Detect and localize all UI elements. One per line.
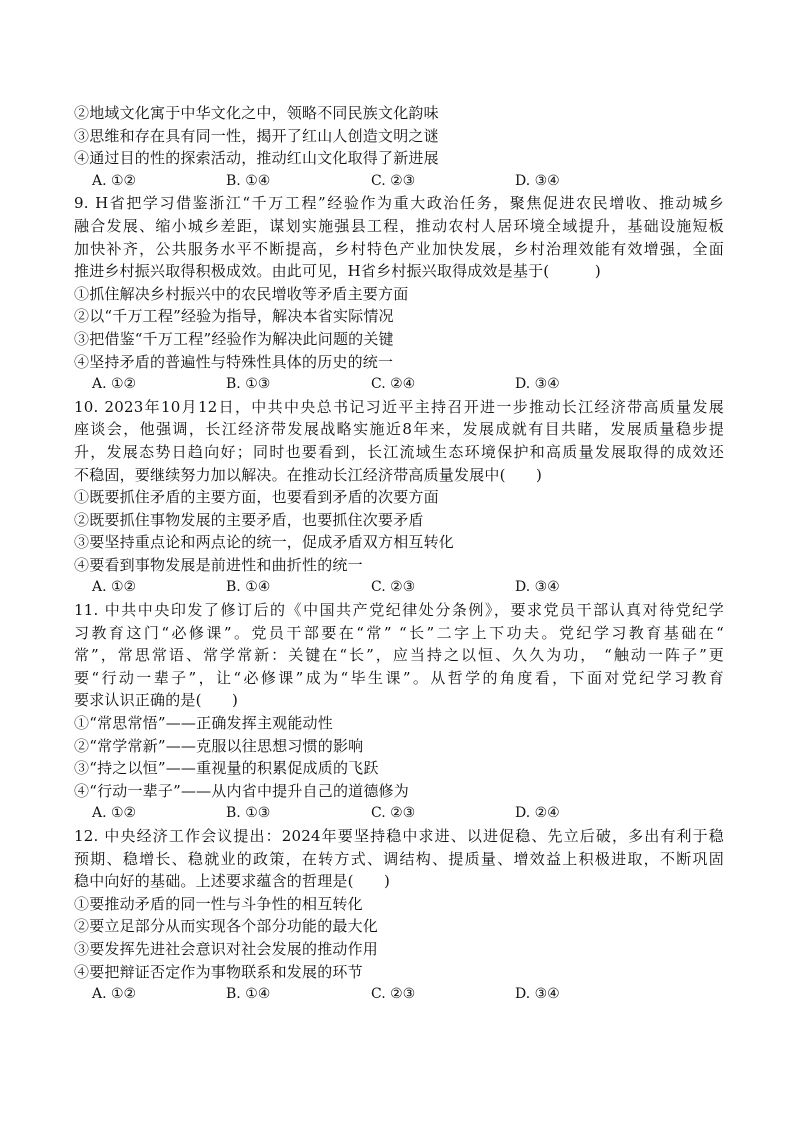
q12-item-4: ④要把辩证否定作为事物联系和发展的环节 bbox=[74, 962, 363, 981]
q10-options bbox=[74, 576, 724, 599]
q10-option-a: A. ①② bbox=[92, 579, 137, 596]
q8-item-4: ④通过目的性的探索活动，推动红山文化取得了新进展 bbox=[74, 149, 439, 168]
q11-option-b: B. ①③ bbox=[226, 805, 271, 822]
q8-option-a: A. ①② bbox=[92, 172, 137, 189]
q12-stem-line: 12. 中央经济工作会议提出：2024年要坚持稳中求进、以进促稳、先立后破，多出有利于稳 bbox=[74, 827, 724, 845]
q9-option-d: D. ③④ bbox=[515, 376, 560, 393]
q10-stem-line: 不稳固，要继续努力加以解决。在推动长江经济带高质量发展中( ) bbox=[74, 465, 543, 484]
q12-stem-line: 预期、稳增长、稳就业的政策，在转方式、调结构、提质量、增效益上积极进取，不断巩固 bbox=[74, 849, 724, 868]
question-10 bbox=[74, 396, 724, 599]
q9-options bbox=[74, 373, 724, 396]
q11-option-a: A. ①② bbox=[92, 805, 137, 822]
q12-option-d: D. ③④ bbox=[515, 986, 560, 1003]
q10-item-4: ④要看到事物发展是前进性和曲折性的统一 bbox=[74, 555, 363, 574]
q10-stem-line: 10. 2023年10月12日，中共中央总书记习近平主持召开进一步推动长江经济带高质量发展 bbox=[74, 397, 724, 416]
q9-option-a: A. ①② bbox=[92, 376, 137, 393]
q11-option-d: D. ②④ bbox=[515, 805, 560, 822]
q9-item-2: ②以“千万工程”经验为指导，解决本省实际情况 bbox=[74, 307, 394, 326]
q9-item-3: ③把借鉴“千万工程”经验作为解决此问题的关键 bbox=[74, 329, 394, 348]
q11-stem-line: 常”，常思常语、常学常新：关键在“长”，应当持之以恒、久久为功， “触动一阵子”更 bbox=[74, 646, 724, 665]
q8-option-c: C. ②③ bbox=[371, 172, 416, 189]
q10-stem-line: 升，发展态势日趋向好；同时也要看到，长江流域生态环境保护和高质量发展取得的成效还 bbox=[74, 442, 724, 461]
q9-stem-line: 推进乡村振兴取得积极成效。由此可见，H省乡村振兴取得成效是基于( ) bbox=[74, 262, 601, 281]
q9-item-1: ①抓住解决乡村振兴中的农民增收等矛盾主要方面 bbox=[74, 284, 409, 303]
question-8-tail bbox=[74, 102, 724, 192]
q8-item-2: ②地域文化寓于中华文化之中，领略不同民族文化韵味 bbox=[74, 104, 439, 122]
q11-item-2: ②“常学常新”——克服以往思想习惯的影响 bbox=[74, 736, 364, 755]
question-11 bbox=[74, 599, 724, 825]
q9-stem-line: 融合发展、缩小城乡差距，谋划实施强县工程，推动农村人居环境全域提升，基础设施短板 bbox=[74, 216, 724, 235]
q12-option-a: A. ①② bbox=[92, 986, 137, 1003]
question-12 bbox=[74, 825, 724, 1006]
q11-stem-line: 要求认识正确的是( ) bbox=[74, 691, 239, 710]
q12-stem-line: 稳中向好的基础。上述要求蕴含的哲理是( ) bbox=[74, 872, 391, 891]
q10-item-2: ②既要抓住事物发展的主要矛盾，也要抓住次要矛盾 bbox=[74, 510, 424, 529]
q12-item-3: ③要发挥先进社会意识对社会发展的推动作用 bbox=[74, 939, 379, 958]
q11-stem-line: 要“行动一辈子”，让“必修课”成为“毕生课”。从哲学的角度看，下面对党纪学习教育 bbox=[74, 668, 724, 687]
q10-item-3: ③要坚持重点论和两点论的统一，促成矛盾双方相互转化 bbox=[74, 533, 455, 552]
q9-stem-line: 9. H省把学习借鉴浙江“千万工程”经验作为重大政治任务，聚焦促进农民增收、推动城乡 bbox=[74, 194, 724, 213]
q11-option-c: C. ②③ bbox=[371, 805, 416, 822]
q11-stem-line: 习教育这门“必修课”。党员干部要在“常” “长”二字上下功夫。党纪学习教育基础在“ bbox=[74, 623, 724, 642]
q10-stem-line: 座谈会，他强调，长江经济带发展战略实施近8年来，发展成就有目共睹，发展质量稳步提 bbox=[74, 420, 724, 439]
q11-item-1: ①“常思常悟”——正确发挥主观能动性 bbox=[74, 714, 333, 733]
q12-options bbox=[74, 983, 724, 1006]
q9-option-b: B. ①③ bbox=[226, 376, 271, 393]
q9-item-4: ④坚持矛盾的普遍性与特殊性具体的历史的统一 bbox=[74, 352, 394, 371]
q12-item-1: ①要推动矛盾的同一性与斗争性的相互转化 bbox=[74, 894, 363, 913]
q8-option-b: B. ①④ bbox=[226, 172, 271, 189]
q11-stem-line: 11. 中共中央印发了修订后的《中国共产党纪律处分条例》，要求党员干部认真对待党纪学 bbox=[74, 601, 724, 620]
q12-option-c: C. ②③ bbox=[371, 986, 416, 1003]
q11-options bbox=[74, 802, 724, 825]
question-9 bbox=[74, 192, 724, 395]
q10-option-b: B. ①④ bbox=[226, 579, 271, 596]
q11-item-3: ③“持之以恒”——重视量的积累促成质的飞跃 bbox=[74, 759, 379, 778]
q8-item-3: ③思维和存在具有同一性，揭开了红山人创造文明之谜 bbox=[74, 126, 439, 145]
q8-option-d: D. ③④ bbox=[515, 172, 560, 189]
q11-item-4: ④“行动一辈子”——从内省中提升自己的道德修为 bbox=[74, 781, 409, 800]
q10-option-c: C. ②③ bbox=[371, 579, 416, 596]
q12-option-b: B. ①④ bbox=[226, 986, 271, 1003]
q10-item-1: ①既要抓住矛盾的主要方面，也要看到矛盾的次要方面 bbox=[74, 488, 439, 507]
q8-options bbox=[74, 170, 724, 193]
q9-option-c: C. ②④ bbox=[371, 376, 416, 393]
q10-option-d: D. ③④ bbox=[515, 579, 560, 596]
q12-item-2: ②要立足部分从而实现各个部分功能的最大化 bbox=[74, 917, 379, 936]
q9-stem-line: 加快补齐，公共服务水平不断提高，乡村特色产业加快发展，乡村治理效能有效增强，全面 bbox=[74, 239, 724, 258]
exam-page bbox=[74, 102, 724, 1006]
